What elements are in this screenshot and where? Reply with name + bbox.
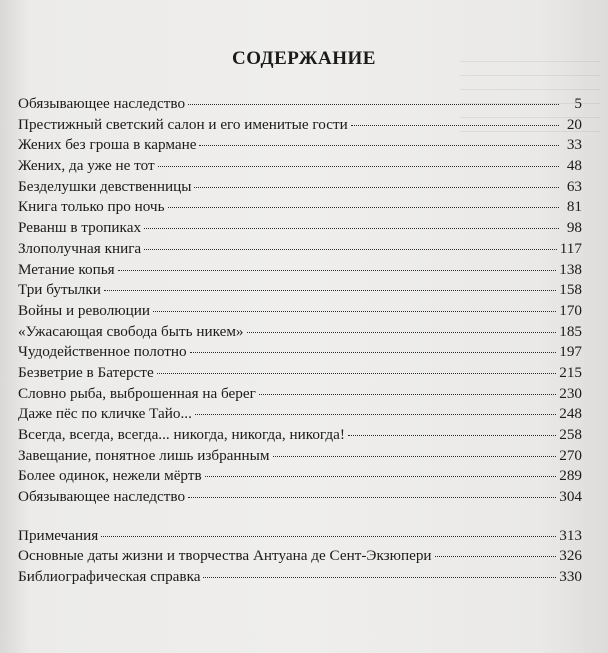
entry-title: Метание копья bbox=[18, 260, 115, 278]
appendix-entry bbox=[18, 567, 582, 588]
entry-title: Злополучная книга bbox=[18, 239, 142, 257]
page-number: 117 bbox=[559, 239, 582, 257]
page-title: СОДЕРЖАНИЕ bbox=[232, 48, 376, 69]
toc-entry bbox=[18, 197, 582, 218]
toc-entry bbox=[18, 177, 582, 198]
dot-leader bbox=[203, 576, 556, 578]
page-number: 5 bbox=[574, 95, 582, 112]
chapter-list bbox=[18, 94, 582, 508]
page-number: 81 bbox=[566, 198, 582, 216]
page-number: 313 bbox=[559, 526, 582, 544]
entry-title: Обязывающее наследство bbox=[18, 488, 186, 506]
dot-leader bbox=[144, 227, 559, 229]
page-number: 270 bbox=[559, 446, 582, 464]
page-number: 158 bbox=[559, 281, 582, 299]
appendix-entry bbox=[18, 546, 582, 567]
toc-entry bbox=[18, 363, 582, 384]
page-number: 289 bbox=[559, 467, 582, 485]
dot-leader bbox=[195, 413, 556, 415]
section-gap bbox=[18, 508, 582, 526]
toc-entry bbox=[18, 425, 582, 446]
dot-leader bbox=[118, 269, 557, 271]
dot-leader bbox=[190, 351, 557, 353]
dot-leader bbox=[101, 535, 556, 537]
table-of-contents bbox=[18, 94, 582, 588]
dot-leader bbox=[168, 206, 560, 208]
toc-entry bbox=[18, 115, 582, 136]
entry-title: Даже пёс по кличке Тайо... bbox=[18, 405, 192, 423]
page-number: 215 bbox=[559, 363, 582, 381]
toc-entry bbox=[18, 301, 582, 322]
dot-leader bbox=[247, 331, 557, 333]
toc-entry bbox=[18, 94, 582, 115]
page-number: 248 bbox=[559, 405, 582, 423]
toc-entry bbox=[18, 135, 582, 156]
entry-title: Жених, да уже не тот bbox=[18, 157, 155, 175]
page-number: 197 bbox=[559, 343, 582, 361]
toc-entry bbox=[18, 446, 582, 467]
page-number: 33 bbox=[566, 136, 582, 154]
page-number: 326 bbox=[559, 547, 582, 565]
page-number: 330 bbox=[559, 568, 582, 586]
entry-title: Реванш в тропиках bbox=[18, 219, 142, 237]
toc-entry bbox=[18, 466, 582, 487]
toc-entry bbox=[18, 322, 582, 343]
entry-title: «Ужасающая свобода быть никем» bbox=[18, 322, 244, 340]
dot-leader bbox=[348, 434, 556, 436]
dot-leader bbox=[351, 124, 559, 126]
entry-title: Чудодейственное полотно bbox=[18, 343, 187, 361]
dot-leader bbox=[188, 496, 556, 498]
toc-entry bbox=[18, 260, 582, 281]
entry-title: Более одинок, нежели мёртв bbox=[18, 467, 202, 485]
page-number: 98 bbox=[566, 219, 582, 237]
dot-leader bbox=[194, 186, 559, 188]
entry-title: Словно рыба, выброшенная на берег bbox=[18, 384, 256, 402]
toc-entry bbox=[18, 156, 582, 177]
dot-leader bbox=[144, 248, 557, 250]
entry-title: Престижный светский салон и его именитые гости bbox=[18, 115, 348, 133]
entry-title: Войны и революции bbox=[18, 301, 151, 319]
entry-title: Безветрие в Батерсте bbox=[18, 363, 154, 381]
dot-leader bbox=[273, 455, 557, 457]
appendix-entry bbox=[18, 526, 582, 547]
entry-title: Жених без гроша в кармане bbox=[18, 136, 197, 154]
entry-title: Книга только про ночь bbox=[18, 198, 165, 216]
entry-title: Три бутылки bbox=[18, 281, 101, 299]
entry-title: Завещание, понятное лишь избранным bbox=[18, 446, 270, 464]
entry-title: Библиографическая справка bbox=[18, 568, 201, 586]
toc-entry bbox=[18, 384, 582, 405]
entry-title: Обязывающее наследство bbox=[18, 95, 186, 112]
dot-leader bbox=[199, 144, 559, 146]
toc-entry bbox=[18, 218, 582, 239]
dot-leader bbox=[188, 103, 559, 105]
toc-entry bbox=[18, 487, 582, 508]
page-number: 20 bbox=[566, 115, 582, 133]
appendix-list bbox=[18, 526, 582, 588]
page-number: 170 bbox=[559, 301, 582, 319]
entry-title: Всегда, всегда, всегда... никогда, никогда, никогда! bbox=[18, 426, 345, 443]
dot-leader bbox=[158, 165, 559, 167]
toc-entry bbox=[18, 239, 582, 260]
dot-leader bbox=[205, 475, 557, 477]
dot-leader bbox=[104, 289, 556, 291]
page-number: 304 bbox=[559, 488, 582, 506]
dot-leader bbox=[157, 372, 557, 374]
entry-title: Основные даты жизни и творчества Антуана де Сент-Экзюпери bbox=[18, 547, 432, 565]
page-number: 63 bbox=[566, 177, 582, 195]
dot-leader bbox=[153, 310, 556, 312]
page-number: 138 bbox=[559, 260, 582, 278]
toc-entry bbox=[18, 280, 582, 301]
page-number: 185 bbox=[559, 322, 582, 340]
page-number: 48 bbox=[566, 157, 582, 175]
dot-leader bbox=[259, 393, 556, 395]
dot-leader bbox=[435, 555, 557, 557]
page-number: 258 bbox=[559, 426, 582, 443]
entry-title: Примечания bbox=[18, 526, 99, 544]
entry-title: Безделушки девственницы bbox=[18, 177, 192, 195]
toc-entry bbox=[18, 404, 582, 425]
page-number: 230 bbox=[559, 384, 582, 402]
toc-entry bbox=[18, 342, 582, 363]
